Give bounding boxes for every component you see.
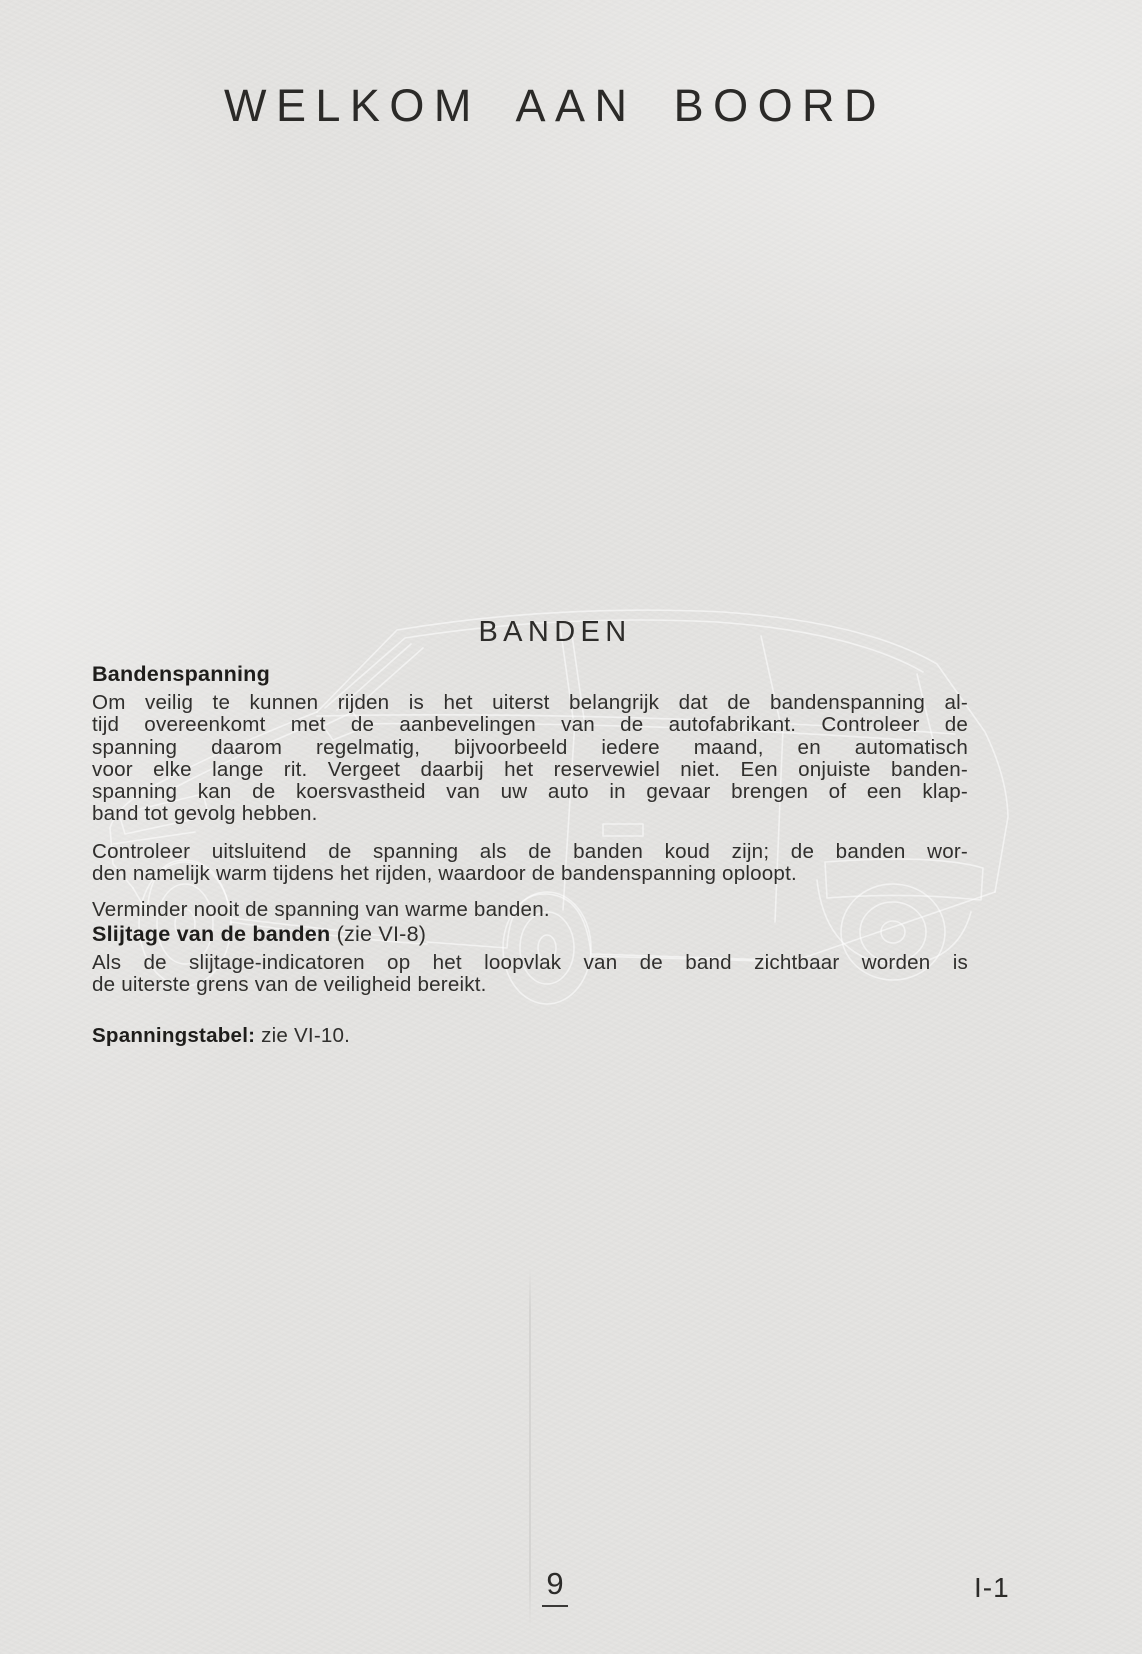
paragraph-tyre-pressure-3 [92, 899, 968, 921]
subsection-heading-bandenspanning: Bandenspanning [92, 661, 270, 686]
text-line: Om veilig te kunnen rijden is het uiterst belangrijk dat de bandenspanning al- [92, 691, 968, 714]
paragraph-tyre-pressure-1 [92, 692, 968, 826]
text-line: spanning daarom regelmatig, bijvoorbeeld iedere maand, en automatisch [92, 735, 968, 759]
text-line: Als de slijtage-indicatoren op het loopvlak van de band zichtbaar worden is [92, 950, 968, 974]
text-line: tijd overeenkomt met de aanbevelingen van de autofabrikant. Controleer de [92, 713, 968, 737]
paragraph-tyre-pressure-2 [92, 841, 968, 886]
text-line: de uiterste grens van de veiligheid bereikt. [92, 972, 487, 996]
text-line: voor elke lange rit. Vergeet daarbij het reservewiel niet. Een onjuiste banden- [92, 757, 968, 781]
paragraph-tyre-wear [92, 952, 968, 997]
text-line: spanning kan de koersvastheid van uw auto in gevaar brengen of een klap- [92, 780, 968, 804]
label-bold-part: Spanningstabel: [92, 1024, 256, 1048]
footer-page-number [90, 1566, 1020, 1607]
text-line: Controleer uitsluitend de spanning als de banden koud zijn; de banden wor- [92, 839, 968, 863]
section-heading-banden: BANDEN [478, 616, 632, 648]
heading-reference-part: (zie VI-8) [330, 920, 427, 946]
chapter-reference: I-1 [974, 1572, 1010, 1603]
text-line: band tot gevolg hebben. [92, 802, 318, 826]
page-title: WELKOM AAN BOORD [224, 80, 886, 131]
subsection-heading-slijtage [92, 922, 968, 945]
page-number: 9 [542, 1566, 567, 1607]
body-text-column [92, 662, 968, 1048]
label-reference-part: zie VI-10. [255, 1024, 351, 1048]
pressure-table-reference [92, 1025, 968, 1047]
text-line: Verminder nooit de spanning van warme banden. [92, 898, 550, 922]
text-line: den namelijk warm tijdens het rijden, waardoor de bandenspanning oploopt. [92, 862, 797, 886]
heading-bold-part: Slijtage van de banden [92, 920, 331, 946]
